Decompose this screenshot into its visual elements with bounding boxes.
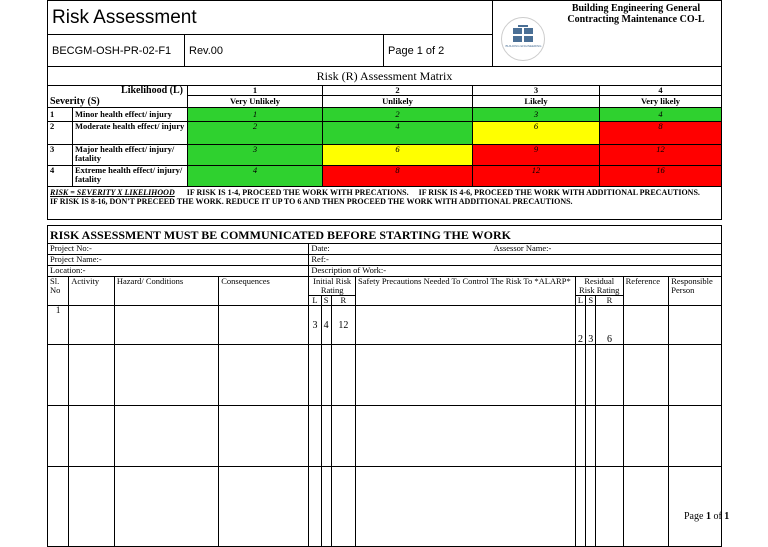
col-residual-risk: Residual Risk Rating — [575, 277, 623, 296]
init-s-value: 4 — [321, 306, 331, 345]
footer-page-num: 1 — [705, 511, 711, 522]
matrix-title: Risk (R) Assessment Matrix — [48, 67, 722, 86]
risk-matrix — [47, 66, 722, 220]
table-row — [48, 406, 722, 467]
severity-label: Severity (S) — [48, 96, 188, 108]
footer-page-number — [684, 511, 729, 522]
likelihood-label: Likelihood (L) — [48, 86, 188, 96]
init-l-value: 3 — [309, 306, 321, 345]
risk-cell: 12 — [473, 166, 600, 187]
risk-cell: 8 — [600, 122, 722, 145]
document-header — [47, 0, 722, 67]
likelihood-2-num: 2 — [323, 86, 473, 96]
severity-desc: Major health effect/ injury/ fatality — [73, 145, 188, 166]
date-label: Date: — [311, 243, 330, 253]
risk-cell: 2 — [188, 122, 323, 145]
res-s-value: 3 — [586, 306, 596, 345]
risk-cell: 4 — [323, 122, 473, 145]
project-name: Project Name:- — [48, 255, 309, 266]
footer-of: of — [713, 511, 722, 522]
company-logo — [501, 17, 545, 61]
footer-page-label: Page — [684, 511, 704, 522]
risk-cell: 4 — [600, 108, 722, 122]
likelihood-1-num: 1 — [188, 86, 323, 96]
col-reference: Reference — [623, 277, 669, 306]
risk-cell: 4 — [188, 166, 323, 187]
revision: Rev.00 — [185, 35, 384, 67]
col-res-l: L — [575, 296, 585, 306]
risk-notes — [48, 187, 722, 220]
likelihood-4-num: 4 — [600, 86, 722, 96]
severity-desc: Moderate health effect/ injury — [73, 122, 188, 145]
risk-cell: 8 — [323, 166, 473, 187]
res-r-value: 6 — [596, 306, 623, 345]
risk-cell: 2 — [323, 108, 473, 122]
col-init-s: S — [321, 296, 331, 306]
building-logo-icon — [502, 18, 544, 60]
col-activity: Activity — [69, 277, 115, 306]
severity-desc: Minor health effect/ injury — [73, 108, 188, 122]
doc-code: BECGM-OSH-PR-02-F1 — [48, 35, 185, 67]
risk-note-1: IF RISK IS 1-4, PROCEED THE WORK WITH PRECATIONS. — [186, 188, 409, 197]
severity-num: 3 — [48, 145, 73, 166]
risk-cell: 12 — [600, 145, 722, 166]
severity-row — [48, 166, 722, 187]
company-block — [493, 1, 722, 67]
col-consequences: Consequences — [219, 277, 309, 306]
col-hazard: Hazard/ Conditions — [114, 277, 218, 306]
severity-desc: Extreme health effect/ injury/ fatality — [73, 166, 188, 187]
row-sl: 1 — [48, 306, 69, 345]
table-row — [48, 345, 722, 406]
col-responsible: Responsible Person — [669, 277, 722, 306]
work-description: Description of Work:- — [309, 266, 722, 277]
severity-row — [48, 122, 722, 145]
risk-cell: 9 — [473, 145, 600, 166]
risk-note-2: IF RISK IS 4-6, PROCEED THE WORK WITH ADDITIONAL PRECAUTIONS. — [418, 188, 700, 197]
col-res-r: R — [596, 296, 623, 306]
risk-cell: 1 — [188, 108, 323, 122]
col-init-l: L — [309, 296, 321, 306]
col-res-s: S — [586, 296, 596, 306]
project-no: Project No:- — [48, 244, 309, 255]
col-sl-no: Sl. No — [48, 277, 69, 306]
res-l-value: 2 — [575, 306, 585, 345]
col-safety-precautions: Safety Precautions Needed To Control The Risk To *ALARP* — [355, 277, 575, 306]
col-init-r: R — [331, 296, 355, 306]
severity-num: 1 — [48, 108, 73, 122]
table-row — [48, 467, 722, 547]
severity-num: 4 — [48, 166, 73, 187]
ref-field: Ref:- — [309, 255, 722, 266]
company-name: Building Engineering General Contracting Maintenance CO-L — [567, 3, 705, 25]
risk-formula: RISK = SEVERITY X LIKELIHOOD — [50, 188, 175, 197]
severity-row — [48, 145, 722, 166]
risk-cell: 3 — [188, 145, 323, 166]
init-r-value: 12 — [331, 306, 355, 345]
likelihood-3-num: 3 — [473, 86, 600, 96]
risk-cell: 3 — [473, 108, 600, 122]
likelihood-2-label: Unlikely — [323, 96, 473, 108]
severity-row — [48, 108, 722, 122]
date-field — [309, 244, 669, 255]
likelihood-1-label: Very Unlikely — [188, 96, 323, 108]
communication-banner: RISK ASSESSMENT MUST BE COMMUNICATED BEFORE STARTING THE WORK — [48, 226, 722, 244]
risk-note-3: IF RISK IS 8-16, DON'T PRECEED THE WORK. REDUCE IT UP TO 6 AND THEN PROCEED THE WORK WITH ADDITIONAL PRECAUTIONS. — [50, 196, 573, 206]
col-initial-risk: Initial Risk Rating — [309, 277, 356, 296]
location-field: Location:- — [48, 266, 309, 277]
doc-title: Risk Assessment — [48, 1, 493, 35]
logo-text: BUILDING ENGINEERING — [505, 43, 542, 48]
likelihood-3-label: Likely — [473, 96, 600, 108]
assessor-label: Assessor Name:- — [493, 243, 552, 253]
page-number: Page 1 of 2 — [384, 35, 493, 67]
table-row — [48, 306, 722, 345]
risk-cell: 16 — [600, 166, 722, 187]
likelihood-4-label: Very likely — [600, 96, 722, 108]
footer-page-total: 1 — [724, 511, 730, 522]
severity-num: 2 — [48, 122, 73, 145]
risk-assessment-table — [47, 225, 722, 547]
risk-cell: 6 — [323, 145, 473, 166]
risk-cell: 6 — [473, 122, 600, 145]
